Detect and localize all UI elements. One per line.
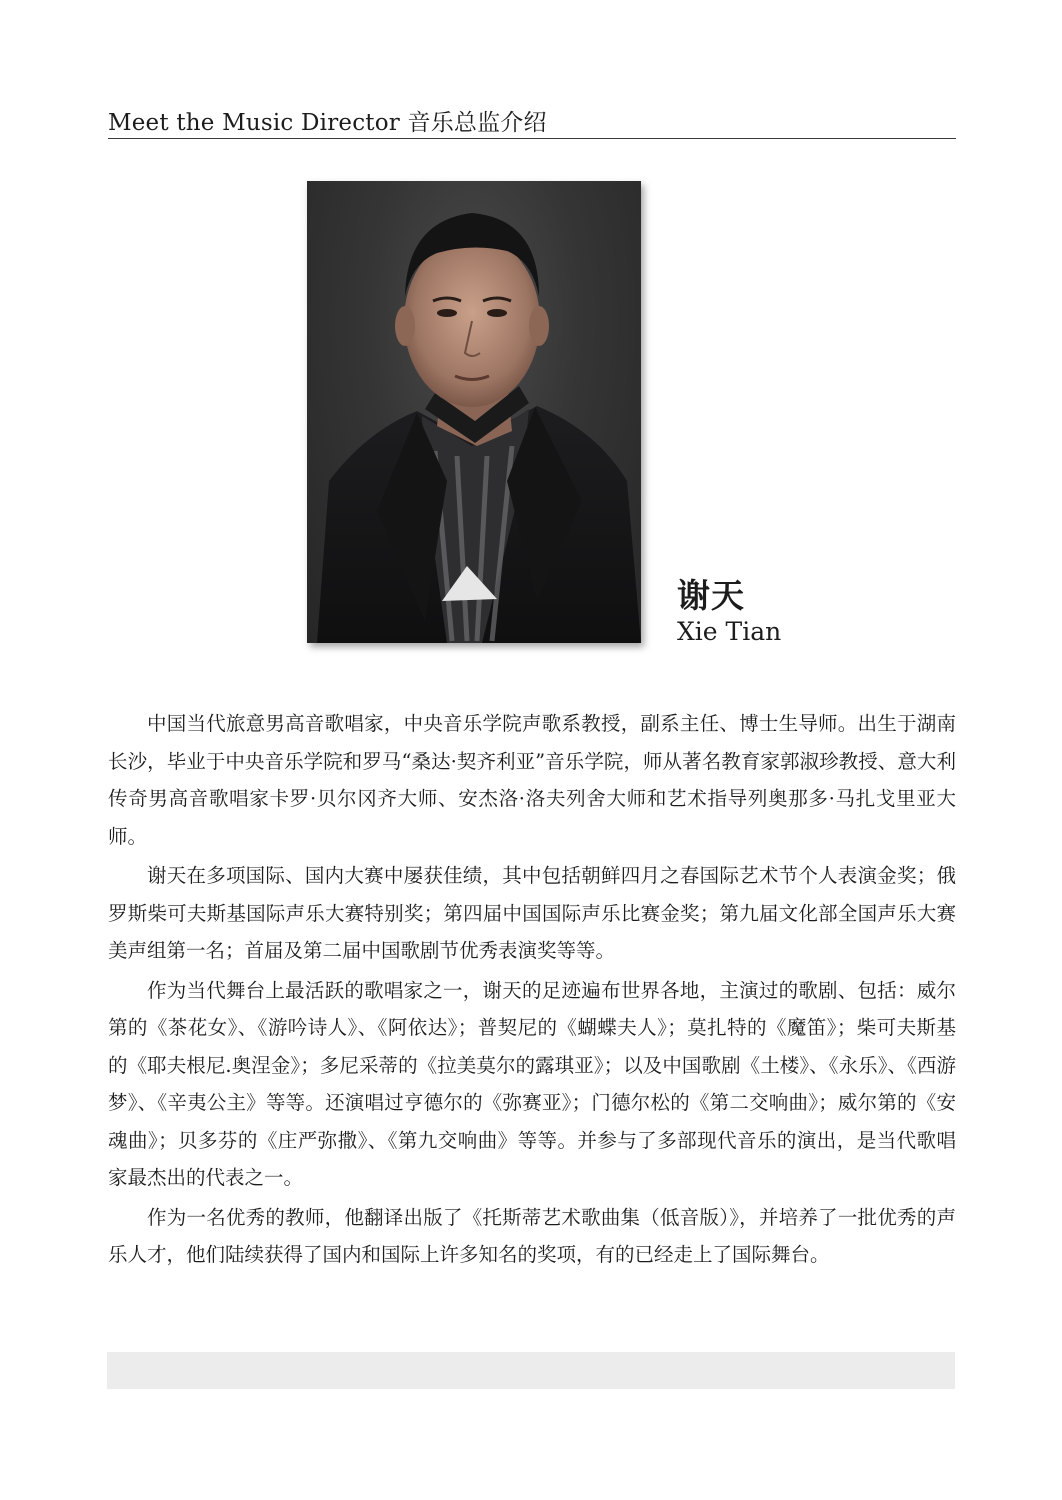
biography [108, 705, 956, 1276]
person-name-english: Xie Tian [677, 617, 782, 646]
footer-bar [107, 1352, 955, 1389]
bio-paragraph: 中国当代旅意男高音歌唱家，中央音乐学院声歌系教授，副系主任、博士生导师。出生于湖南长沙，毕业于中央音乐学院和罗马“桑达·契齐利亚”音乐学院，师从著名教育家郭淑珍教授、意大利传奇男高音歌唱家卡罗·贝尔冈齐大师、安杰洛·洛夫列舍大师和艺术指导列奥那多·马扎戈里亚大师。 [108, 712, 956, 848]
bio-paragraph: 谢天在多项国际、国内大赛中屡获佳绩，其中包括朝鲜四月之春国际艺术节个人表演金奖；俄罗斯柴可夫斯基国际声乐大赛特别奖；第四届中国国际声乐比赛金奖；第九届文化部全国声乐大赛美声组第一名；首届及第二届中国歌剧节优秀表演奖等等。 [108, 864, 956, 962]
page-header [108, 98, 956, 139]
person-name-chinese: 谢天 [677, 576, 745, 615]
portrait-photo [307, 181, 641, 643]
header-title: Meet the Music Director 音乐总监介绍 [108, 110, 547, 136]
bio-paragraph: 作为一名优秀的教师，他翻译出版了《托斯蒂艺术歌曲集（低音版）》，并培养了一批优秀的声乐人才，他们陆续获得了国内和国际上许多知名的奖项，有的已经走上了国际舞台。 [108, 1205, 956, 1266]
bio-paragraph: 作为当代舞台上最活跃的歌唱家之一，谢天的足迹遍布世界各地，主演过的歌剧、包括：威尔第的《茶花女》、《游吟诗人》、《阿依达》；普契尼的《蝴蝶夫人》；莫扎特的《魔笛》；柴可夫斯基的《耶夫根尼.奥涅金》；多尼采蒂的《拉美莫尔的露琪亚》；以及中国歌剧《土楼》、《永乐》、《西游梦》、《辛夷公主》等等。还演唱过亨德尔的《弥赛亚》；门德尔松的《第二交响曲》；威尔第的《安魂曲》；贝多芬的《庄严弥撒》、《第九交响曲》等等。并参与了多部现代音乐的演出，是当代歌唱家最杰出的代表之一。 [108, 978, 956, 1189]
